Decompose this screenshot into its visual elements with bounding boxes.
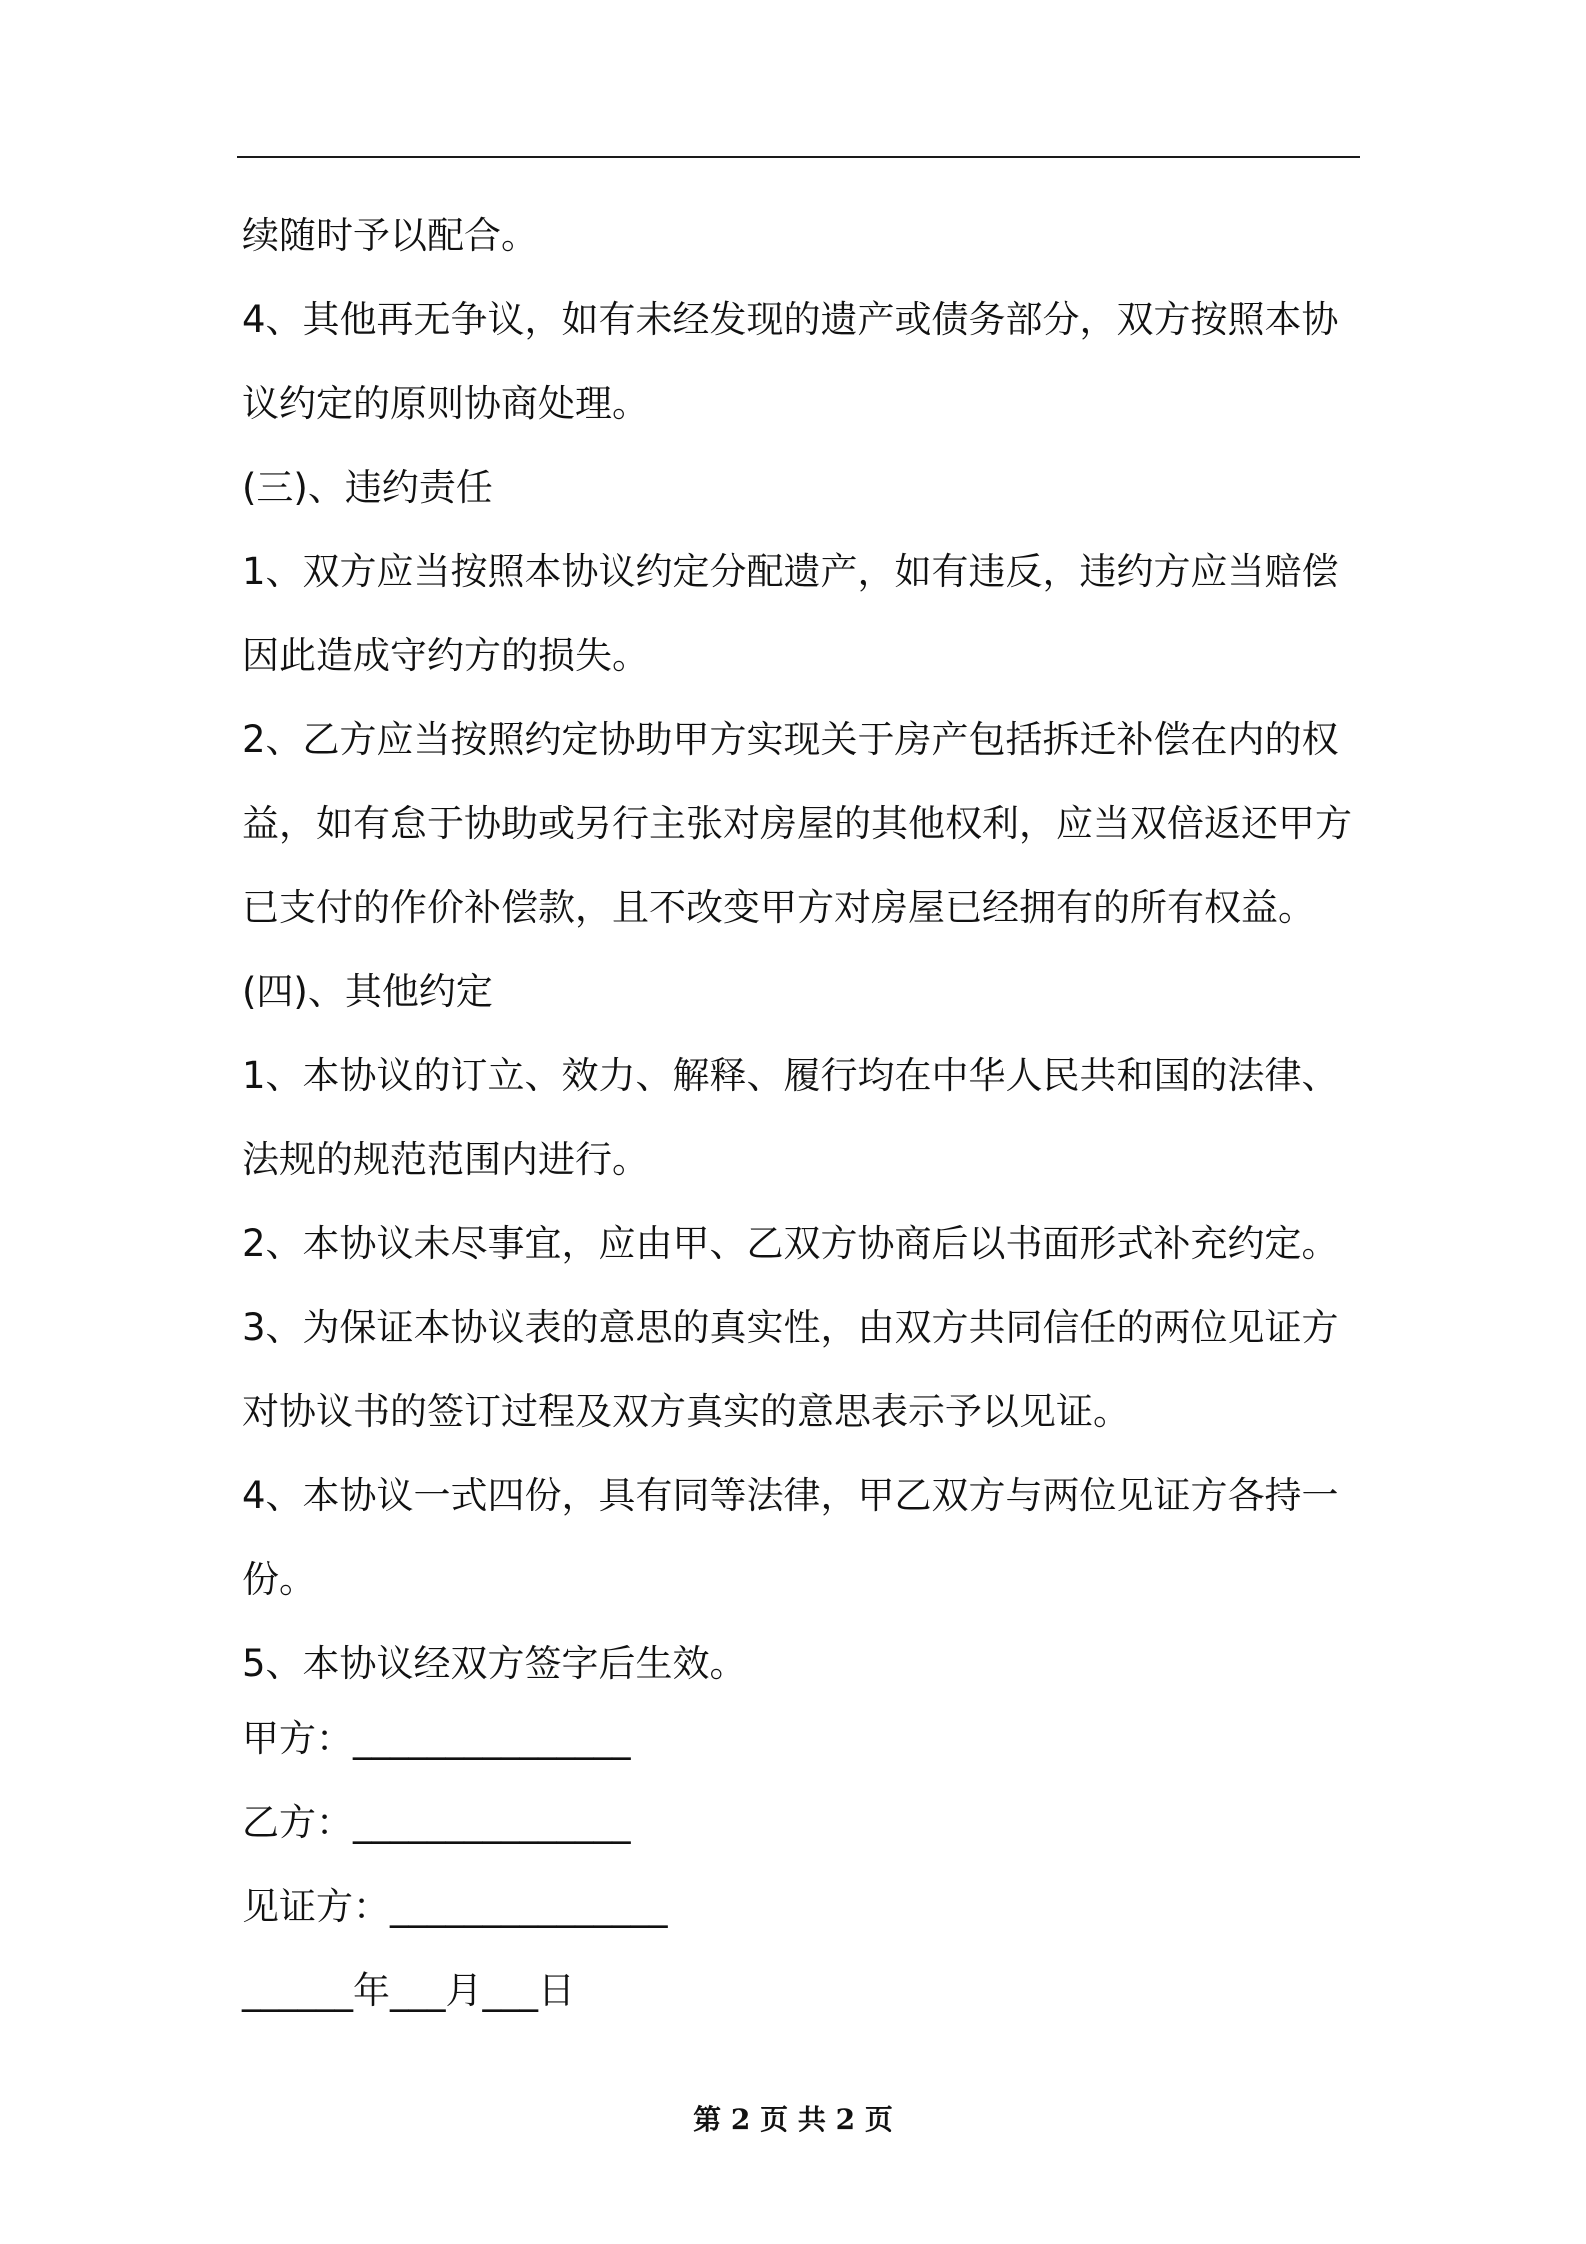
section-heading-other: (四)、其他约定 (242, 970, 493, 1013)
paragraph-line: 法规的规范范围内进行。 (242, 1138, 649, 1181)
party-b-signature-line: 乙方：_______________ (242, 1801, 631, 1844)
paragraph-line: 2、乙方应当按照约定协助甲方实现关于房产包括拆迁补偿在内的权 (242, 718, 1339, 761)
party-a-signature-line: 甲方：_______________ (242, 1717, 631, 1760)
date-line: ______年___月___日 (242, 1969, 575, 2012)
paragraph-line: 1、双方应当按照本协议约定分配遗产，如有违反，违约方应当赔偿 (242, 550, 1339, 593)
paragraph-line: 4、本协议一式四份，具有同等法律，甲乙双方与两位见证方各持一 (242, 1474, 1339, 1517)
signature-block (242, 1697, 1362, 2033)
paragraph-line: 续随时予以配合。 (242, 214, 538, 257)
paragraph-line: 已支付的作价补偿款，且不改变甲方对房屋已经拥有的所有权益。 (242, 886, 1315, 929)
paragraph-line: 议约定的原则协商处理。 (242, 382, 649, 425)
page-number: 第 2 页 共 2 页 (693, 2103, 893, 2136)
header-rule (237, 156, 1360, 158)
witness-signature-line: 见证方：_______________ (242, 1885, 668, 1928)
paragraph-line: 益，如有怠于协助或另行主张对房屋的其他权利，应当双倍返还甲方 (242, 802, 1352, 845)
paragraph-line: 3、为保证本协议表的意思的真实性，由双方共同信任的两位见证方 (242, 1306, 1339, 1349)
paragraph-line: 对协议书的签订过程及双方真实的意思表示予以见证。 (242, 1390, 1130, 1433)
agreement-body (242, 194, 1362, 1706)
section-heading-breach: (三)、违约责任 (242, 466, 493, 509)
paragraph-line: 2、本协议未尽事宜，应由甲、乙双方协商后以书面形式补充约定。 (242, 1222, 1339, 1265)
paragraph-line: 因此造成守约方的损失。 (242, 634, 649, 677)
paragraph-line: 1、本协议的订立、效力、解释、履行均在中华人民共和国的法律、 (242, 1054, 1339, 1097)
paragraph-line: 4、其他再无争议，如有未经发现的遗产或债务部分，双方按照本协 (242, 298, 1339, 341)
paragraph-line: 份。 (242, 1558, 316, 1601)
paragraph-line: 5、本协议经双方签字后生效。 (242, 1642, 747, 1685)
